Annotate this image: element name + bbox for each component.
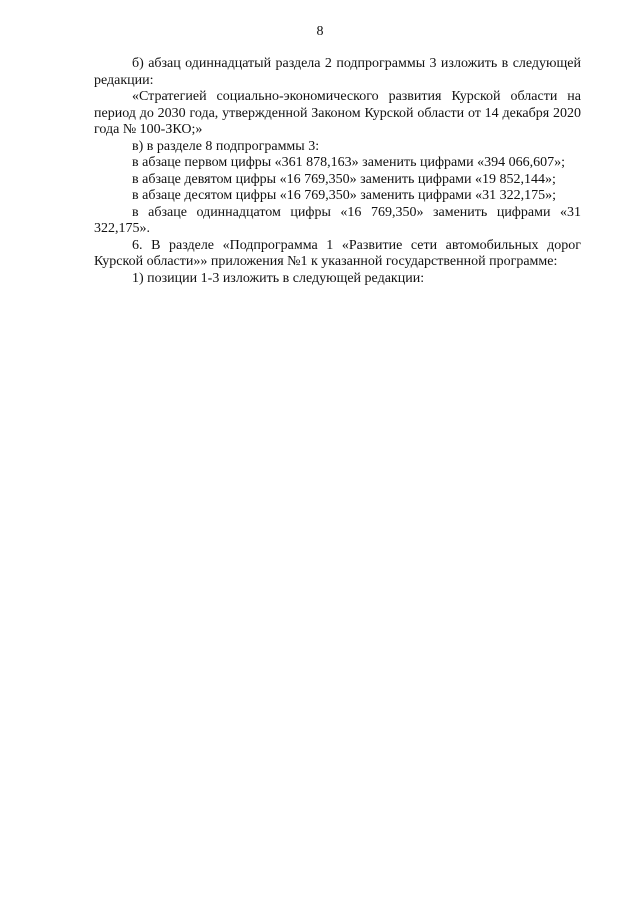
paragraph-item-6: 6. В разделе «Подпрограмма 1 «Развитие сети автомобильных дорог Курской области»» приложения №1 к указанной государственной программе: (94, 237, 581, 269)
paragraph-positions-1-3: 1) позиции 1-3 изложить в следующей редакции: (132, 270, 425, 286)
page-number: 8 (316, 24, 324, 39)
paragraph-abzats-first: в абзаце первом цифры «361 878,163» заменить цифрами «394 066,607»; (132, 155, 565, 170)
paragraph-abzats-ninth: в абзаце девятом цифры «16 769,350» заменить цифрами «19 852,144»; (132, 171, 556, 187)
document-body (94, 56, 581, 287)
paragraph-b-abzats-11: б) абзац одиннадцатый раздела 2 подпрограммы 3 изложить в следующей редакции: (94, 56, 581, 88)
paragraph-abzats-eleventh: в абзаце одиннадцатом цифры «16 769,350» заменить цифрами «31 322,175». (94, 204, 581, 236)
paragraph-v-section-8: в) в разделе 8 подпрограммы 3: (132, 138, 320, 154)
paragraph-quoted-strategy: «Стратегией социально-экономического развития Курской области на период до 2030 года, утвержденной Законом Курской области от 14 декабря 2020 года № 100-ЗКО;» (94, 89, 581, 137)
paragraph-abzats-tenth: в абзаце десятом цифры «16 769,350» заменить цифрами «31 322,175»; (132, 188, 557, 203)
